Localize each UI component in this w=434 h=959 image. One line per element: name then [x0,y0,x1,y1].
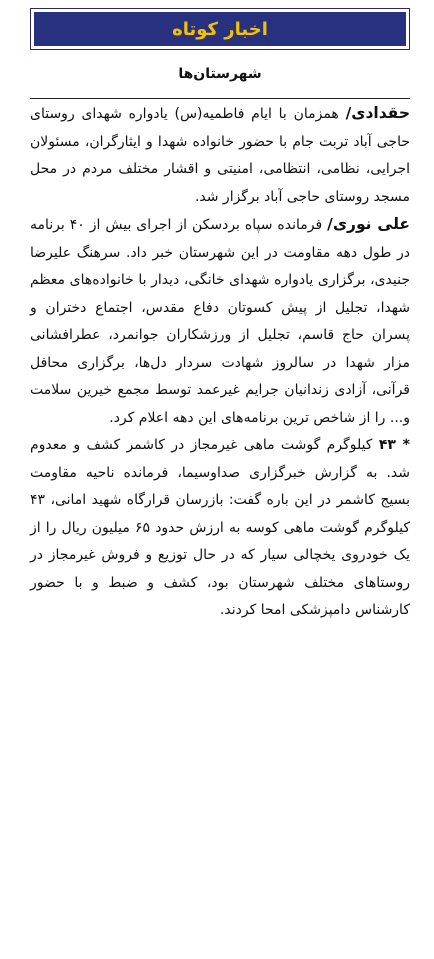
section-banner [34,12,406,46]
news-item [30,432,410,625]
banner-frame [30,8,410,50]
section-subheading: شهرستان‌ها [178,66,262,82]
news-item [30,100,410,211]
divider-line [30,98,410,99]
news-item-lead: حقدادی/ [345,104,410,122]
banner-title: اخبار کوتاه [172,18,268,40]
news-item [30,211,410,432]
news-item-lead: علی نوری/ [327,215,410,233]
news-item-text: فرمانده سپاه بردسکن از اجرای بیش از ۴۰ برنامه در طول دهه مقاومت در این شهرستان خبر داد. سرهنگ علیرضا جنیدی، برگزاری یادواره شهدای خانگی، دیدار با خانواده‌های معظم شهدا، تجلیل از پیش کسوتان دفاع مقدس، اجتماع دختران و پسران حاج قاسم، تجلیل از ورزشکاران جوانمرد، عطرافشانی مزار شهدا در سالروز شهادت سردار دل‌ها، برگزاری محافل قرآنی، آزادی زندانیان جرایم غیرعمد توسط مجمع خیرین سلامت و... را از شاخص ترین برنامه‌های این دهه اعلام کرد. [30,217,410,426]
news-item-text: کیلوگرم گوشت ماهی غیرمجاز در کاشمر کشف و معدوم شد. به گزارش خبرگزاری صداوسیما، فرمانده ناحیه مقاومت بسیج کاشمر در این باره گفت: بازرسان قرارگاه شهید امانی، ۴۳ کیلوگرم گوشت ماهی کوسه به ارزش حدود ۶۵ میلیون ریال را از یک خودروی یخچالی سیار که در حال توزیع و فروش غیرمجاز در روستاهای مختلف شهرستان بود، کشف و ضبط و با حضور کارشناس دامپزشکی امحا کردند. [30,437,410,618]
news-column [30,100,410,625]
news-item-lead: * ۴۳ [378,437,410,453]
news-item-text: همزمان با ایام فاطمیه(س) یادواره شهدای روستای حاجی آباد تربت جام با حضور خانواده شهدا و ایثارگران، مسئولان اجرایی، نظامی، انتظامی، امنیتی و اقشار مختلف مردم در محل مسجد روستای حاجی آباد برگزار شد. [30,106,410,205]
